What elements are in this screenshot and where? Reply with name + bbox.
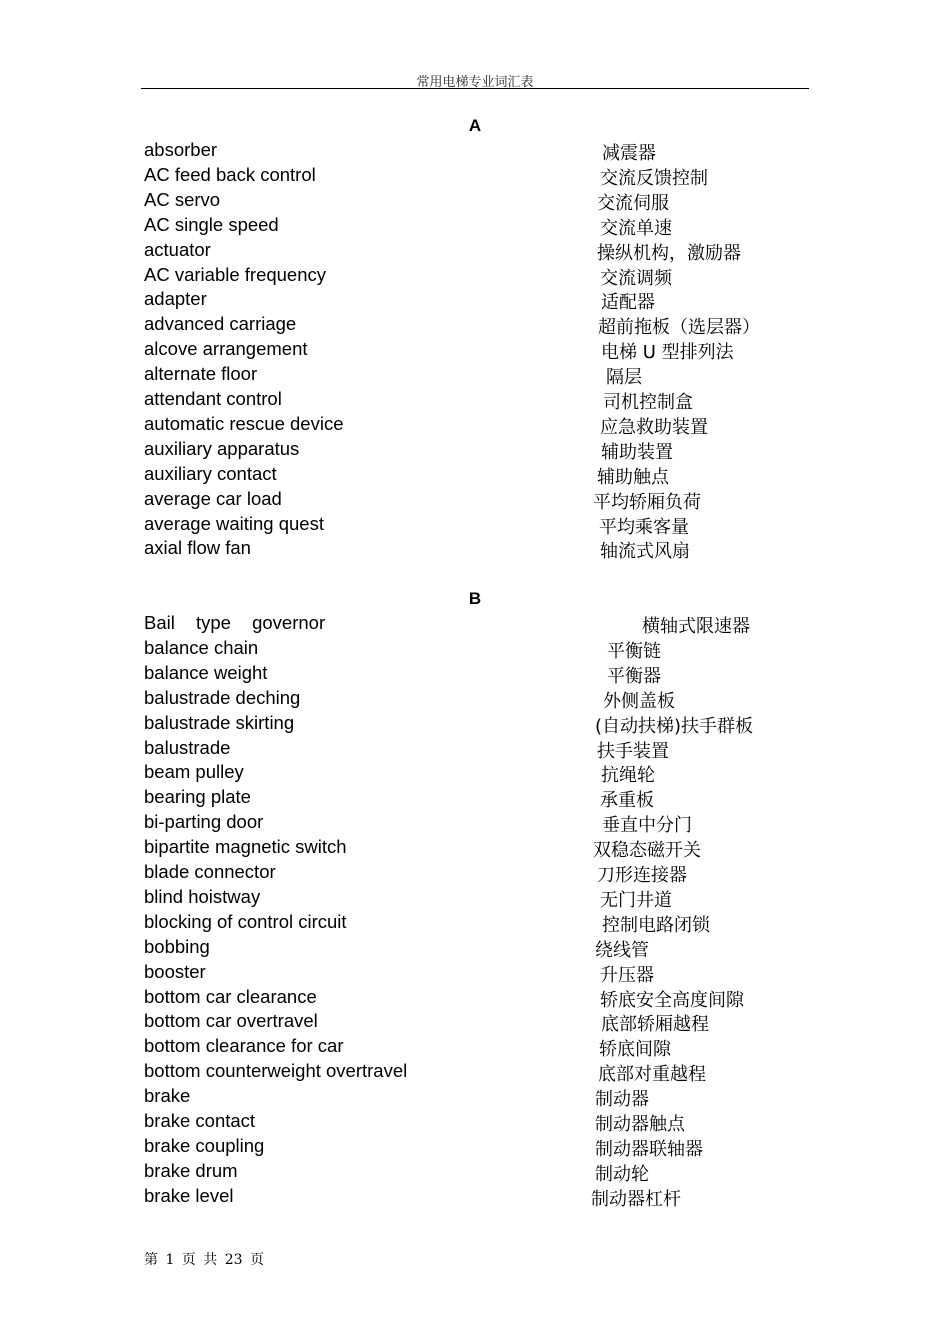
entry-english-term: auxiliary apparatus: [144, 437, 300, 459]
entry-english-term: balustrade: [144, 736, 231, 758]
glossary-entry: [0, 961, 950, 986]
glossary-entry: [0, 189, 950, 214]
entry-chinese-term: 司机控制盒: [603, 392, 693, 413]
glossary-entry: [0, 1160, 950, 1185]
entry-english-term: blade connector: [144, 861, 276, 882]
entry-english-term: booster: [144, 960, 206, 982]
glossary-entry: [0, 288, 950, 313]
glossary-entry: [0, 513, 950, 538]
entry-english-term: axial flow fan: [144, 537, 251, 559]
entry-chinese-term: 轴流式风扇: [600, 541, 690, 563]
entry-english-term: alternate floor: [144, 363, 258, 385]
entry-english-term: brake: [144, 1085, 191, 1107]
entry-english-term: Bail type governor: [144, 612, 326, 633]
glossary-entry: [0, 911, 950, 936]
entry-english-term: bearing plate: [144, 786, 251, 808]
entry-english-term: bipartite magnetic switch: [144, 836, 347, 858]
entry-english-term: alcove arrangement: [144, 338, 308, 360]
entry-chinese-term: 平均乘客量: [599, 516, 689, 538]
glossary-entry: [0, 313, 950, 338]
entry-chinese-term: 抗绳轮: [601, 765, 655, 787]
entry-english-term: balance weight: [144, 661, 268, 683]
page-header-title: 常用电梯专业词汇表: [416, 75, 534, 90]
entry-chinese-term: 双稳态磁开关: [593, 840, 701, 862]
glossary-entry: [0, 1135, 950, 1160]
entry-english-term: AC feed back control: [144, 163, 316, 185]
entry-chinese-term: 平均轿厢负荷: [593, 491, 701, 513]
entry-english-term: average car load: [144, 487, 282, 509]
glossary-entry: [0, 1085, 950, 1110]
entry-chinese-term: 底部对重越程: [598, 1064, 706, 1086]
entry-chinese-term: 升压器: [600, 964, 654, 986]
entry-chinese-term: 交流反馈控制: [600, 167, 708, 189]
entry-chinese-term: 横轴式限速器: [642, 616, 750, 637]
entry-chinese-term: 交流单速: [600, 217, 672, 239]
entry-chinese-term: 制动轮: [595, 1163, 649, 1185]
entry-english-term: blocking of control circuit: [144, 910, 347, 932]
entry-chinese-term: 制动器联轴器: [595, 1138, 703, 1160]
entry-chinese-term: 绕线管: [595, 939, 649, 961]
entry-english-term: actuator: [144, 238, 211, 260]
glossary-entry: [0, 388, 950, 413]
page-footer: 第 1 页 共 23 页: [144, 1252, 264, 1268]
entry-chinese-term: (自动扶梯)扶手群板: [595, 715, 754, 737]
entry-english-term: bi-parting door: [144, 811, 264, 833]
entry-chinese-term: 制动器触点: [595, 1114, 685, 1135]
entry-english-term: balustrade deching: [144, 686, 301, 708]
entry-chinese-term: 平衡器: [607, 665, 661, 687]
glossary-entry: [0, 662, 950, 687]
entry-english-term: blind hoistway: [144, 885, 261, 907]
entry-english-term: advanced carriage: [144, 313, 297, 335]
entry-chinese-term: 刀形连接器: [597, 865, 687, 886]
entry-english-term: bottom car clearance: [144, 985, 317, 1007]
entry-english-term: beam pulley: [144, 761, 244, 783]
entry-chinese-term: 控制电路闭锁: [602, 914, 710, 936]
glossary-entry: [0, 164, 950, 189]
entry-english-term: bottom car overtravel: [144, 1010, 318, 1032]
section-heading-a: A: [468, 116, 482, 135]
entry-chinese-term: 承重板: [600, 790, 654, 812]
entry-english-term: AC servo: [144, 188, 221, 210]
entry-chinese-term: 应急救助装置: [600, 416, 708, 438]
section-heading-b: B: [468, 589, 482, 608]
glossary-entry: [0, 1185, 950, 1210]
entry-english-term: AC variable frequency: [144, 263, 327, 285]
entry-chinese-term: 平衡链: [607, 640, 661, 662]
entry-english-term: automatic rescue device: [144, 412, 344, 434]
entry-english-term: average waiting quest: [144, 512, 324, 534]
entry-english-term: adapter: [144, 288, 207, 310]
entry-english-term: auxiliary contact: [144, 462, 277, 484]
entry-chinese-term: 交流调频: [600, 267, 672, 289]
glossary-entry: [0, 1110, 950, 1135]
glossary-entry: [0, 786, 950, 811]
entry-english-term: bottom clearance for car: [144, 1035, 344, 1057]
glossary-entry: [0, 264, 950, 289]
entry-chinese-term: 轿底间隙: [599, 1039, 671, 1061]
entry-english-term: brake contact: [144, 1110, 256, 1131]
glossary-entry: [0, 1035, 950, 1060]
glossary-entry: [0, 886, 950, 911]
entry-chinese-term: 交流伺服: [597, 192, 669, 214]
entry-chinese-term: 扶手装置: [597, 740, 669, 762]
entry-english-term: AC single speed: [144, 213, 279, 235]
entry-english-term: bottom counterweight overtravel: [144, 1060, 408, 1082]
glossary-entry: [0, 214, 950, 239]
entry-chinese-term: 适配器: [601, 292, 655, 314]
entry-english-term: bobbing: [144, 935, 210, 957]
entry-chinese-term: 隔层: [606, 367, 642, 389]
entry-chinese-term: 外侧盖板: [603, 690, 675, 712]
glossary-entry: [0, 537, 950, 562]
entry-chinese-term: 超前拖板（选层器）: [598, 317, 760, 339]
glossary-entry: [0, 463, 950, 488]
glossary-entry: [0, 761, 950, 786]
entry-chinese-term: 制动器杠杆: [591, 1188, 681, 1210]
entry-english-term: balance chain: [144, 636, 259, 658]
header-divider: [141, 88, 809, 89]
entry-chinese-term: 减震器: [602, 143, 656, 164]
glossary-entry: [0, 811, 950, 836]
glossary-entry: [0, 1010, 950, 1035]
glossary-entry: [0, 413, 950, 438]
entry-english-term: brake level: [144, 1184, 234, 1206]
glossary-entry: [0, 612, 950, 637]
glossary-entry: [0, 139, 950, 164]
glossary-entry: [0, 338, 950, 363]
entry-chinese-term: 辅助触点: [597, 466, 669, 488]
entry-english-term: brake drum: [144, 1159, 238, 1181]
glossary-entry: [0, 712, 950, 737]
glossary-entry: [0, 363, 950, 388]
glossary-entry: [0, 986, 950, 1011]
entry-english-term: brake coupling: [144, 1134, 265, 1156]
glossary-entry: [0, 861, 950, 886]
entry-english-term: absorber: [144, 139, 218, 160]
entry-chinese-term: 制动器: [595, 1089, 649, 1111]
glossary-entry: [0, 1060, 950, 1085]
entry-chinese-term: 辅助装置: [601, 441, 673, 463]
entry-chinese-term: 操纵机构，激励器: [597, 242, 741, 264]
glossary-entry: [0, 239, 950, 264]
entry-chinese-term: 轿底安全高度间隙: [600, 989, 744, 1011]
glossary-entry: [0, 836, 950, 861]
entry-english-term: balustrade skirting: [144, 711, 295, 733]
glossary-entry: [0, 737, 950, 762]
glossary-entry: [0, 687, 950, 712]
entry-chinese-term: 垂直中分门: [602, 815, 692, 837]
glossary-entry: [0, 637, 950, 662]
glossary-entry: [0, 488, 950, 513]
glossary-entry: [0, 936, 950, 961]
glossary-entry: [0, 438, 950, 463]
entry-chinese-term: 底部轿厢越程: [601, 1014, 709, 1036]
entry-english-term: attendant control: [144, 388, 282, 409]
entry-chinese-term: 无门井道: [600, 889, 672, 911]
entry-chinese-term: 电梯 U 型排列法: [601, 342, 734, 364]
